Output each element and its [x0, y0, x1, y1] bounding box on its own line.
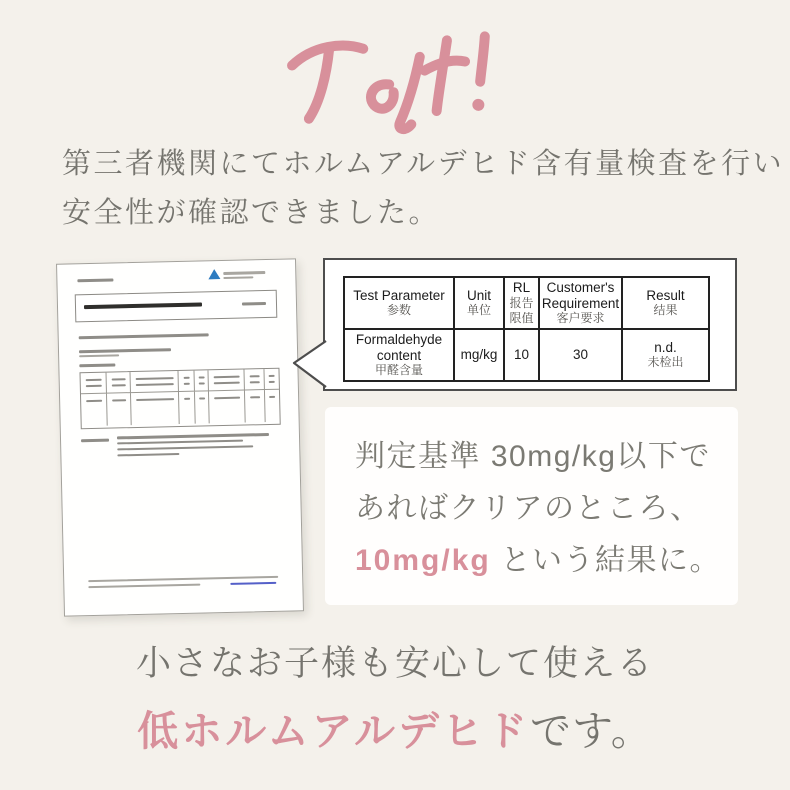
document-text-line — [79, 363, 115, 366]
cell-result-zh: 未检出 — [647, 355, 684, 370]
minitable-text-line — [112, 399, 126, 401]
cell-parameter-en: Formaldehyde content — [355, 332, 443, 363]
minitable-text-line — [214, 382, 240, 385]
test-report-document — [56, 258, 304, 616]
col-result — [622, 277, 709, 329]
col-unit-zh: 单位 — [466, 303, 491, 318]
result-table — [343, 276, 710, 382]
col-customer-requirement-zh: 客户要求 — [556, 311, 605, 325]
certification-logo-icon — [208, 269, 220, 279]
minitable-text-line — [112, 378, 126, 380]
col-customer-requirement — [539, 277, 622, 329]
minitable-cell — [131, 371, 179, 393]
cell-parameter-zh: 甲醛含量 — [374, 363, 423, 377]
document-text-line — [117, 453, 179, 456]
report-results-minitable — [79, 368, 280, 430]
document-text-line — [77, 278, 113, 281]
col-result-zh: 结果 — [653, 303, 678, 318]
minitable-text-line — [184, 398, 190, 400]
minitable-text-line — [86, 400, 102, 402]
intro-line-1: 第三者機関にてホルムアルデヒド含有量検査を行い — [62, 148, 785, 180]
result-table-header-row — [344, 277, 709, 329]
minitable-text-line — [199, 397, 205, 399]
minitable-cell — [245, 390, 266, 422]
minitable-cell — [195, 391, 210, 423]
judgment-line-2: あればクリアのところ、 — [355, 492, 702, 525]
cell-customer-requirement-value: 30 — [572, 347, 589, 363]
document-text-line — [117, 440, 243, 445]
cell-result-value: n.d. — [654, 339, 677, 355]
minitable-text-line — [250, 381, 260, 383]
judgment-line-1: 判定基準 30mg/kg以下で — [355, 440, 711, 473]
document-text-line — [230, 582, 276, 585]
minitable-text-line — [136, 383, 174, 386]
result-callout-bubble — [323, 258, 737, 391]
minitable-cell — [81, 373, 107, 395]
minitable-cell — [265, 390, 280, 422]
minitable-text-line — [136, 377, 174, 380]
minitable-text-line — [86, 379, 102, 381]
col-rl — [504, 277, 539, 329]
col-customer-requirement-en: Customer's Requirement — [541, 280, 620, 311]
minitable-text-line — [214, 397, 240, 400]
conclusion-line-2 — [0, 698, 790, 757]
report-title-text-line — [84, 302, 202, 309]
intro-text — [62, 140, 784, 238]
cell-result — [622, 329, 709, 381]
document-text-line — [79, 354, 119, 357]
document-text-line — [79, 348, 171, 353]
minitable-text-line — [250, 375, 260, 377]
minitable-text-line — [269, 396, 275, 398]
judgment-line-3 — [355, 535, 738, 587]
col-unit-en: Unit — [466, 287, 491, 303]
minitable-cell — [209, 391, 246, 424]
report-title-bar — [75, 290, 278, 323]
col-test-parameter — [344, 277, 454, 329]
test-heading — [280, 20, 515, 142]
bubble-pointer — [291, 340, 327, 388]
result-value-highlight: 10mg/kg — [355, 544, 491, 577]
judgment-line-3-rest: という結果に。 — [490, 544, 722, 577]
minitable-cell — [131, 392, 180, 425]
document-text-line — [223, 276, 253, 279]
cell-unit — [454, 329, 504, 381]
col-test-parameter-en: Test Parameter — [353, 287, 445, 303]
col-unit — [454, 277, 504, 329]
minitable-cell — [81, 394, 108, 427]
minitable-text-line — [199, 376, 205, 378]
document-text-line — [81, 439, 109, 442]
minitable-text-line — [86, 385, 102, 387]
minitable-text-line — [184, 377, 190, 379]
minitable-text-line — [214, 376, 240, 379]
minitable-cell — [178, 371, 194, 392]
intro-line-2: 安全性が確認できました。 — [62, 197, 441, 229]
cell-parameter — [344, 329, 454, 381]
cell-customer-requirement — [539, 329, 622, 381]
conclusion-line-1: 小さなお子様も安心して使える — [135, 644, 654, 683]
document-text-line — [223, 271, 265, 274]
minitable-text-line — [112, 384, 126, 386]
minitable-text-line — [136, 398, 174, 401]
col-rl-zh: 报告限值 — [509, 295, 534, 325]
cell-unit-value: mg/kg — [460, 347, 498, 363]
minitable-text-line — [269, 381, 275, 383]
cell-rl — [504, 329, 539, 381]
low-formaldehyde-highlight: 低ホルムアルデヒド — [137, 708, 530, 754]
report-page-text-line — [242, 302, 266, 305]
minitable-text-line — [184, 383, 190, 385]
minitable-text-line — [250, 396, 260, 398]
minitable-cell — [107, 372, 131, 394]
minitable-cell — [194, 370, 208, 391]
col-test-parameter-zh: 参数 — [386, 303, 411, 318]
cell-rl-value: 10 — [513, 347, 530, 363]
conclusion-suffix: です。 — [530, 708, 653, 754]
col-rl-en: RL — [512, 280, 531, 296]
col-result-en: Result — [646, 287, 685, 303]
test-script-lettering — [280, 20, 515, 142]
document-text-line — [88, 576, 278, 582]
minitable-cell — [107, 393, 132, 426]
document-text-line — [79, 333, 209, 338]
minitable-text-line — [199, 382, 205, 384]
conclusion-text — [0, 636, 790, 757]
judgment-box — [325, 407, 738, 605]
document-text-line — [117, 445, 253, 450]
result-table-data-row — [344, 329, 709, 381]
minitable-cell — [179, 392, 196, 424]
minitable-cell — [264, 369, 278, 390]
minitable-cell — [208, 370, 244, 392]
document-text-line — [117, 433, 269, 439]
minitable-text-line — [269, 375, 275, 377]
minitable-cell — [244, 369, 264, 390]
document-text-line — [88, 584, 200, 589]
